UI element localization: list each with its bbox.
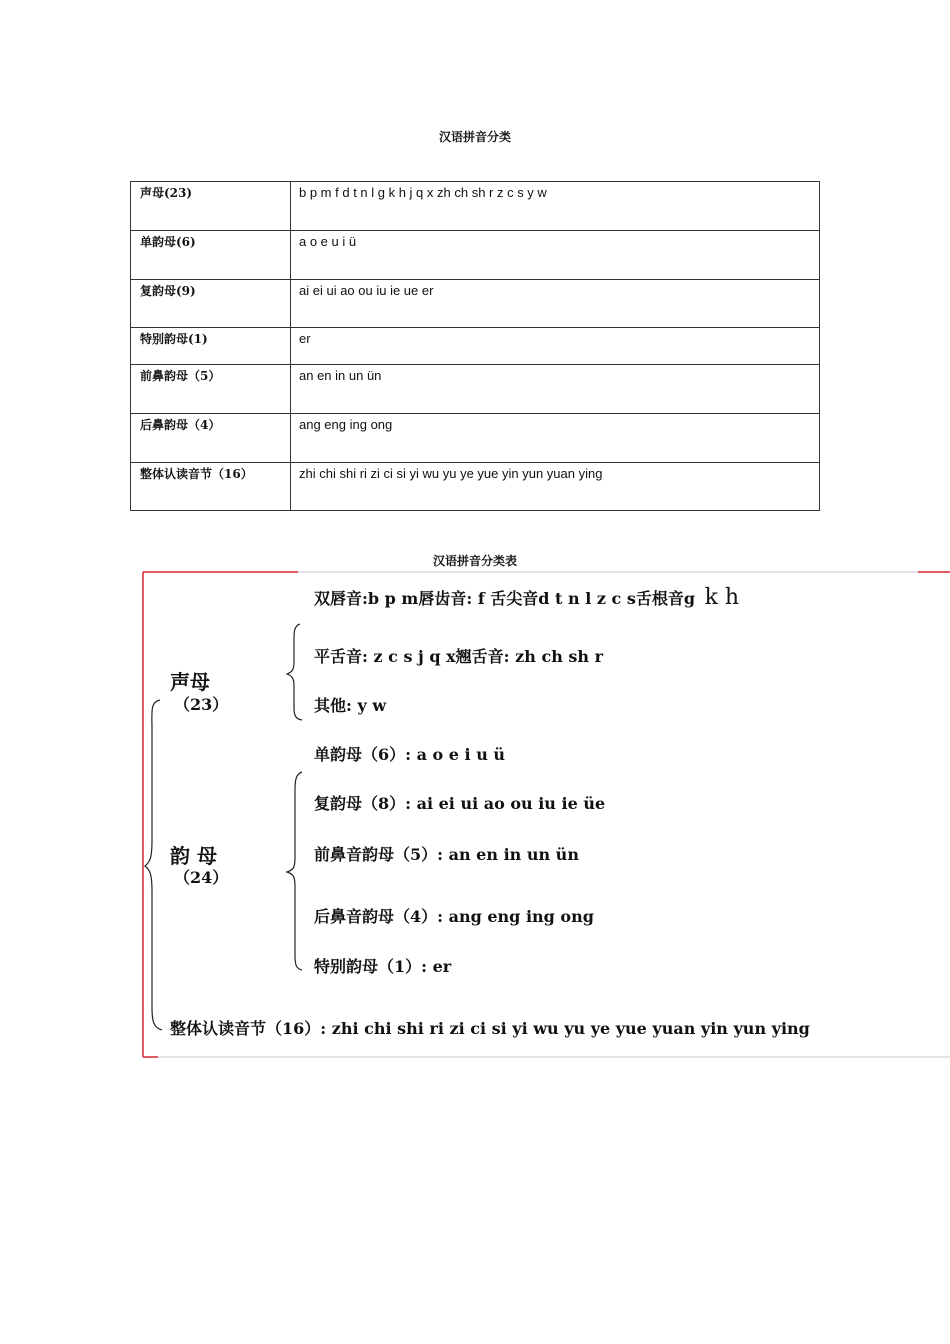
- yunmu-special: 特别韵母（1）: er: [314, 957, 452, 976]
- shengmu-line-2: 平舌音: z c s j q x翘舌音: zh ch sh r: [314, 647, 604, 666]
- row-value: zhi chi shi ri zi ci si yi wu yu ye yue yin yun yuan ying: [291, 463, 820, 511]
- yunmu-brace: [287, 772, 302, 970]
- row-label: 复韵母(9): [131, 280, 291, 328]
- row-label: 前鼻韵母（5）: [131, 365, 291, 414]
- shengmu-count: （23）: [174, 695, 229, 714]
- zhengti-line: 整体认读音节（16）: zhi chi shi ri zi ci si yi wu yu ye yue yuan yin yun ying: [170, 1019, 810, 1038]
- row-value: er: [291, 328, 820, 365]
- yunmu-compound: 复韵母（8）: ai ei ui ao ou iu ie üe: [314, 794, 606, 813]
- shengmu-line-3: 其他: y w: [314, 696, 387, 715]
- yunmu-back-nasal: 后鼻音韵母（4）: ang eng ing ong: [314, 907, 594, 926]
- row-value: an en in un ün: [291, 365, 820, 414]
- row-label: 后鼻韵母（4）: [131, 414, 291, 463]
- shengmu-brace: [287, 624, 302, 720]
- row-label: 特别韵母(1): [131, 328, 291, 365]
- row-label: 单韵母(6): [131, 231, 291, 280]
- row-label: 声母(23): [131, 182, 291, 231]
- yunmu-count: （24）: [174, 868, 229, 887]
- shengmu-line-1: [314, 585, 739, 610]
- yunmu-single: 单韵母（6）: a o e i u ü: [314, 745, 506, 764]
- row-value: b p m f d t n l g k h j q x zh ch sh r z c s y w: [291, 182, 820, 231]
- yunmu-label: 韵 母: [170, 844, 217, 868]
- yunmu-front-nasal: 前鼻音韵母（5）: an en in un ün: [314, 845, 579, 864]
- main-brace: [145, 700, 162, 1030]
- shengmu-line-1-text: 双唇音:b p m唇齿音: f 舌尖音d t n l z c s舌根音g: [314, 589, 696, 608]
- chart-title: 汉语拼音分类表: [432, 554, 517, 568]
- shengmu-label: 声母: [170, 670, 210, 694]
- row-label: 整体认读音节（16）: [131, 463, 291, 511]
- row-value: ang eng ing ong: [291, 414, 820, 463]
- shengmu-line-1-big: k h: [704, 585, 740, 610]
- row-value: ai ei ui ao ou iu ie ue er: [291, 280, 820, 328]
- table-title: 汉语拼音分类: [438, 130, 511, 144]
- row-value: a o e u i ü: [291, 231, 820, 280]
